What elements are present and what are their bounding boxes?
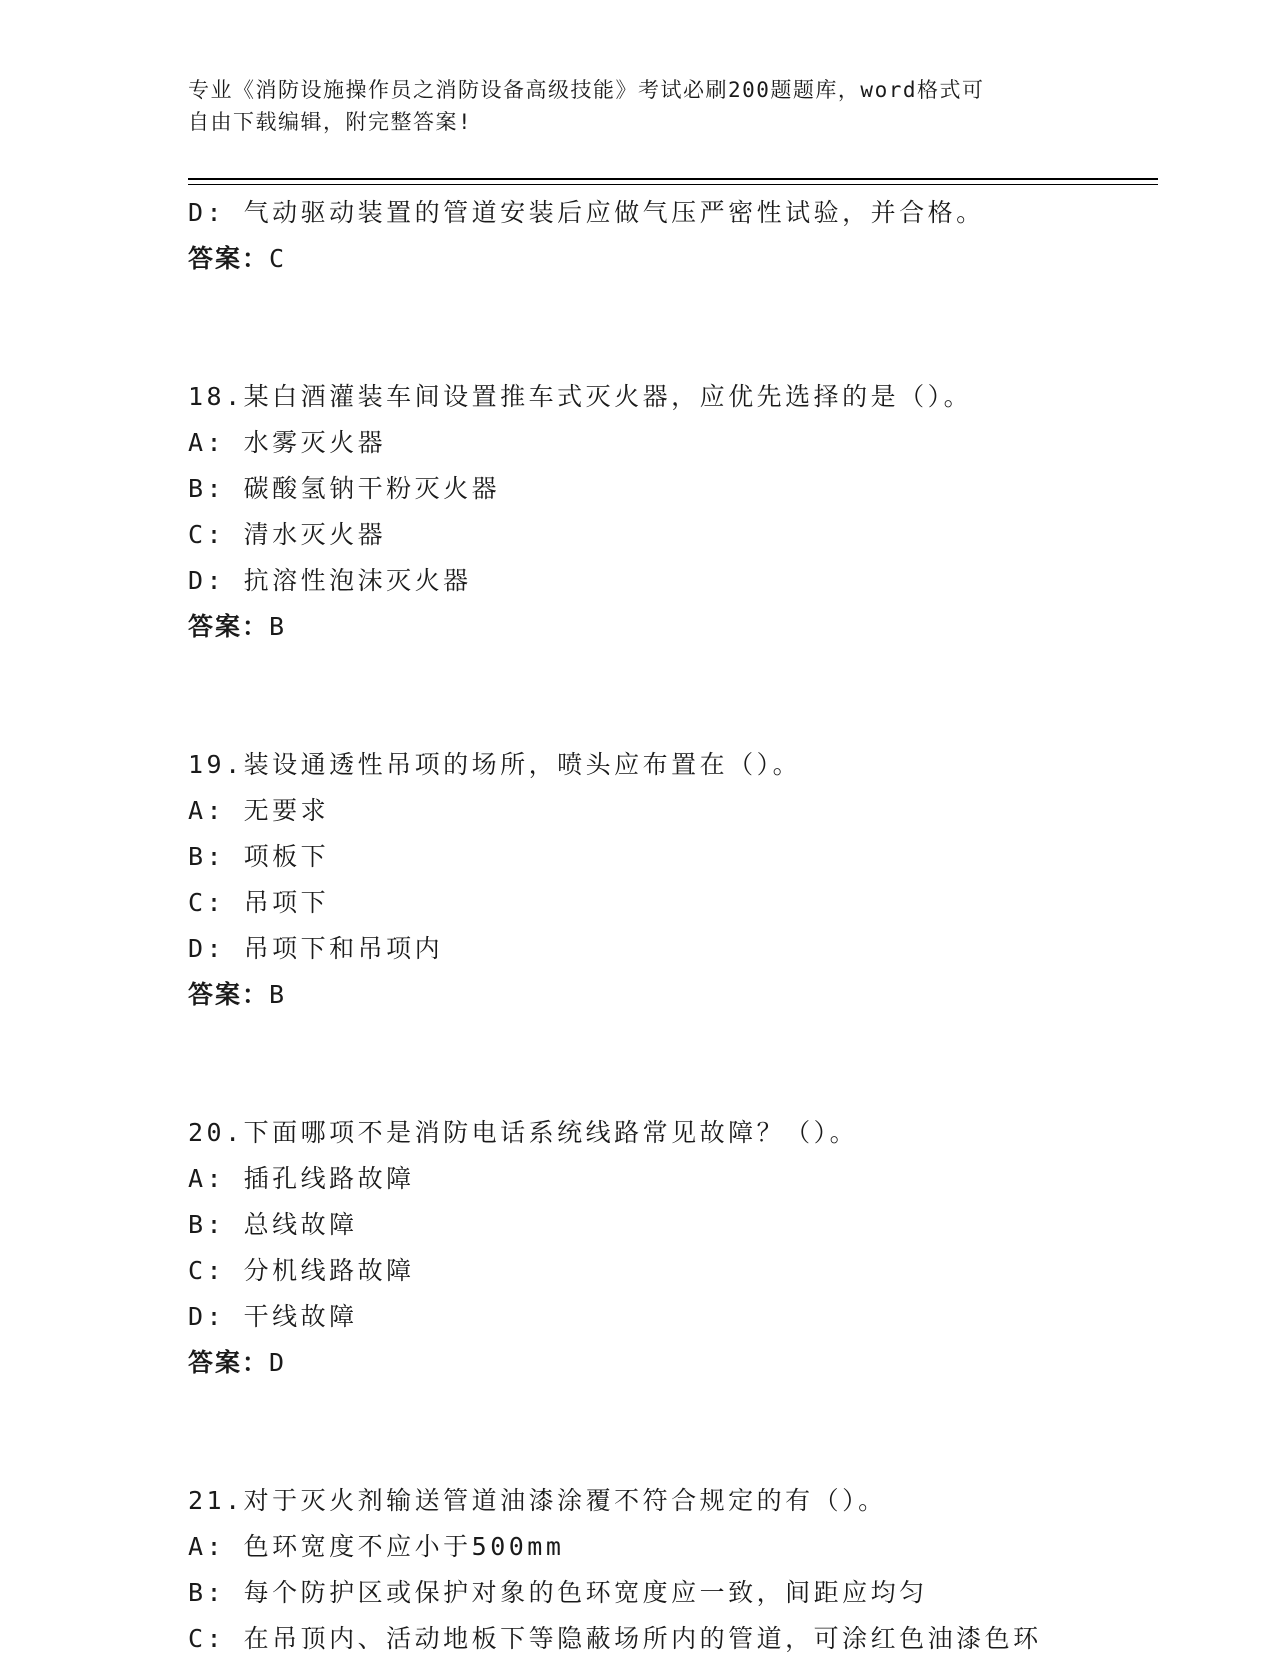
spacer xyxy=(188,282,1148,374)
question-18-option-a: A: 水雾灭火器 xyxy=(188,428,387,457)
question-18-stem: 18.某白酒灌装车间设置推车式灭火器，应优先选择的是（）。 xyxy=(188,382,973,411)
question-18-option-d: D: 抗溶性泡沫灭火器 xyxy=(188,566,472,595)
header-divider-thick xyxy=(188,178,1158,180)
question-19-option-b: B: 项板下 xyxy=(188,842,330,871)
prev-answer xyxy=(188,236,1148,282)
question-18-option-b: B: 碳酸氢钠干粉灭火器 xyxy=(188,474,501,503)
question-19-stem: 19.装设通透性吊项的场所，喷头应布置在（）。 xyxy=(188,750,802,779)
spacer xyxy=(188,1386,1148,1478)
question-20-answer xyxy=(188,1340,1148,1386)
prev-option-d: D: 气动驱动装置的管道安装后应做气压严密性试验，并合格。 xyxy=(188,198,985,227)
question-21-option-b: B: 每个防护区或保护对象的色环宽度应一致，间距应均匀 xyxy=(188,1578,928,1607)
question-20-option-a: A: 插孔线路故障 xyxy=(188,1164,415,1193)
question-18-answer xyxy=(188,604,1148,650)
header-divider-thin xyxy=(188,184,1158,185)
question-20-option-b: B: 总线故障 xyxy=(188,1210,358,1239)
question-19-option-d: D: 吊项下和吊项内 xyxy=(188,934,444,963)
answer-label: 答案： xyxy=(188,1348,270,1377)
answer-value: B xyxy=(269,980,287,1009)
answer-value: B xyxy=(269,612,287,641)
answer-value: C xyxy=(269,244,287,273)
answer-label: 答案： xyxy=(188,244,270,273)
question-20-option-c: C: 分机线路故障 xyxy=(188,1256,415,1285)
question-list xyxy=(188,190,1148,1662)
question-19-option-a: A: 无要求 xyxy=(188,796,330,825)
spacer xyxy=(188,650,1148,742)
header-line-1: 专业《消防设施操作员之消防设备高级技能》考试必刷200题题库，word格式可 xyxy=(188,78,985,102)
answer-value: D xyxy=(269,1348,287,1377)
header-line-2: 自由下载编辑，附完整答案! xyxy=(188,110,473,134)
question-20-stem: 20.下面哪项不是消防电话系统线路常见故障？（）。 xyxy=(188,1118,859,1147)
question-21-option-a: A: 色环宽度不应小于500mm xyxy=(188,1532,565,1561)
answer-label: 答案： xyxy=(188,980,270,1009)
answer-label: 答案： xyxy=(188,612,270,641)
question-21-stem: 21.对于灭火剂输送管道油漆涂覆不符合规定的有（）。 xyxy=(188,1486,887,1515)
spacer xyxy=(188,1018,1148,1110)
question-18-option-c: C: 清水灭火器 xyxy=(188,520,387,549)
question-20-option-d: D: 干线故障 xyxy=(188,1302,358,1331)
question-19-option-c: C: 吊项下 xyxy=(188,888,330,917)
question-21-option-c: C: 在吊顶内、活动地板下等隐蔽场所内的管道，可涂红色油漆色环 xyxy=(188,1624,1042,1653)
question-19-answer xyxy=(188,972,1148,1018)
document-header xyxy=(188,74,1088,138)
